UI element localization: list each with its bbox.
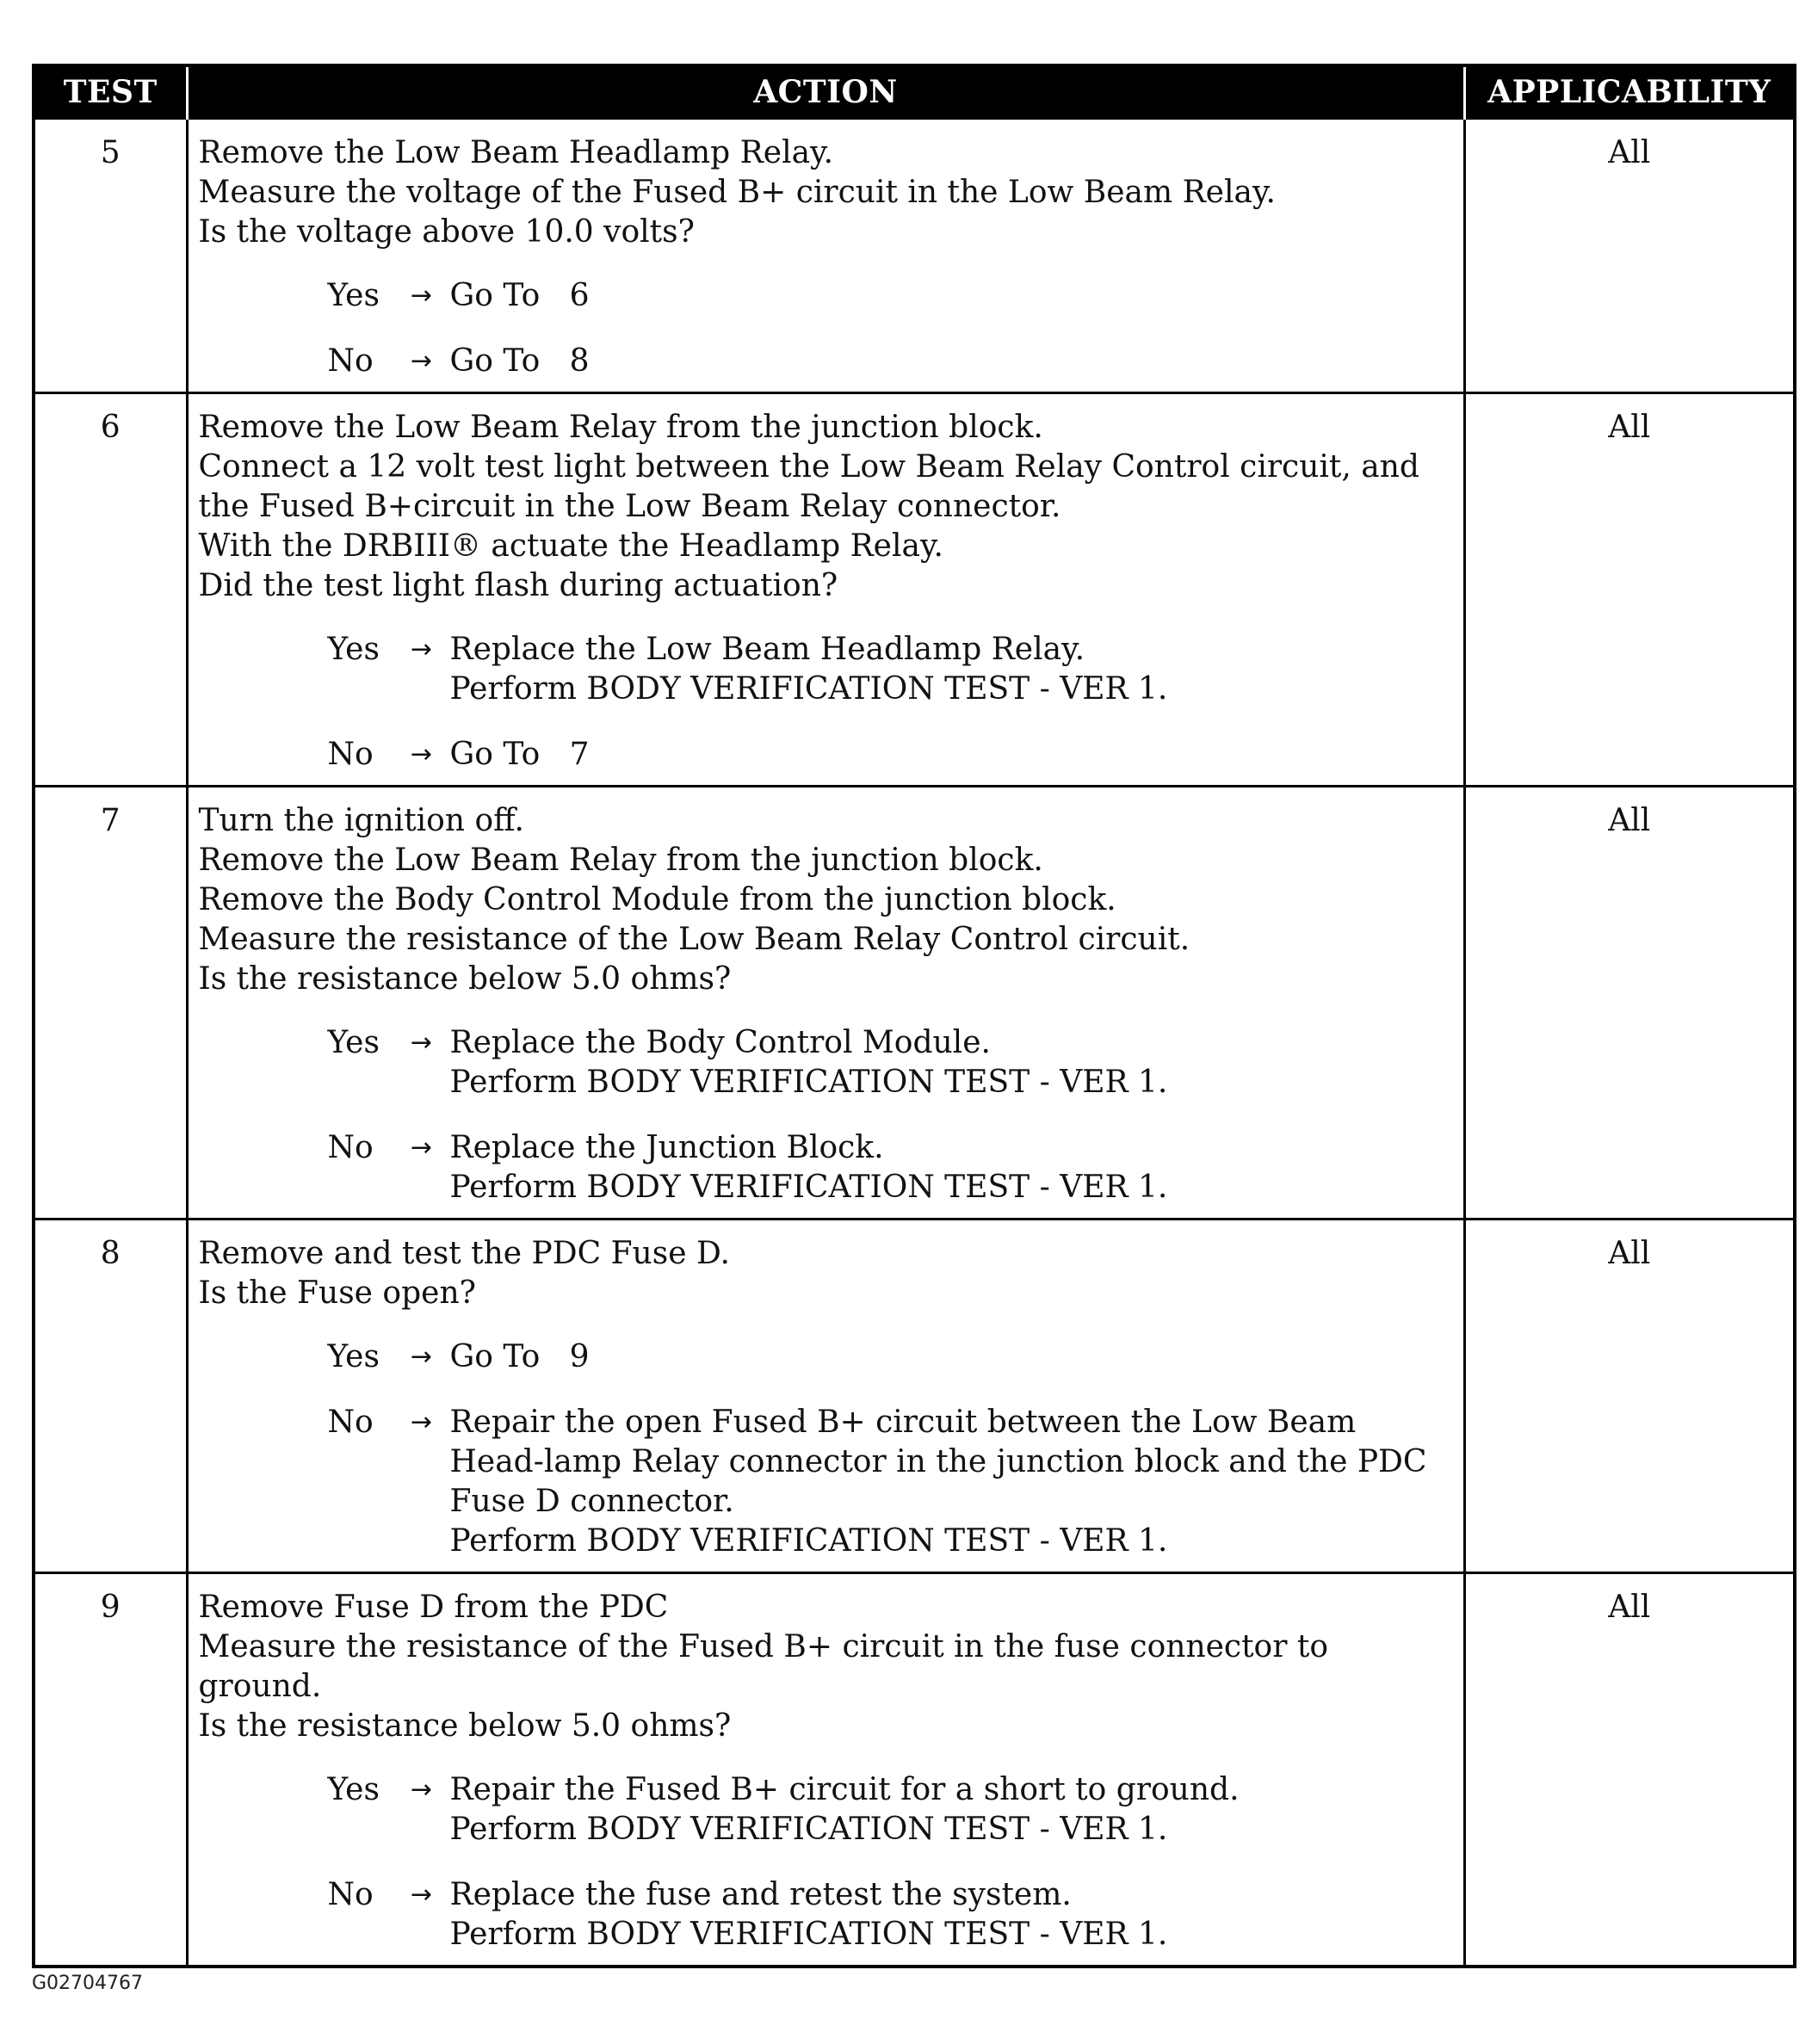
table-body <box>34 119 1795 1967</box>
result-line: Replace the Junction Block. <box>449 1130 884 1165</box>
arrow-icon: → <box>410 281 433 311</box>
answer-label: No <box>327 1130 374 1165</box>
header-test: TEST <box>34 65 187 119</box>
header-applicability: APPLICABILITY <box>1464 65 1795 119</box>
test-number: 6 <box>34 393 187 787</box>
action-step: Is the resistance below 5.0 ohms? <box>198 961 732 997</box>
answer-label: Yes <box>327 632 380 667</box>
answer-list <box>199 276 1453 381</box>
answer-result <box>450 1023 1453 1102</box>
answer-list <box>199 630 1453 775</box>
action-step: Is the voltage above 10.0 volts? <box>198 214 695 250</box>
action-step: Measure the voltage of the Fused B+ circuit in the Low Beam Relay. <box>198 175 1276 210</box>
answer-result <box>450 342 1453 381</box>
result-line: Go To 8 <box>449 343 590 379</box>
answer-branch <box>328 276 1453 316</box>
answer-branch <box>328 1875 1453 1954</box>
action-step: Remove the Low Beam Headlamp Relay. <box>198 135 834 170</box>
applicability-cell: All <box>1464 787 1795 1220</box>
arrow-icon: → <box>410 1028 433 1058</box>
table-row <box>34 393 1795 787</box>
result-line: Perform BODY VERIFICATION TEST - VER 1. <box>449 1170 1168 1205</box>
answer-label: No <box>327 343 374 379</box>
arrow-icon: → <box>410 1775 433 1805</box>
test-number: 7 <box>34 787 187 1220</box>
action-step: Did the test light flash during actuation? <box>198 568 838 603</box>
arrow-icon: → <box>410 346 433 376</box>
action-step: With the DRBIII® actuate the Headlamp Relay. <box>198 528 943 564</box>
table-header-row <box>34 65 1795 119</box>
result-line: Perform BODY VERIFICATION TEST - VER 1. <box>449 1065 1168 1100</box>
answer-result <box>450 735 1453 775</box>
arrow-icon: → <box>410 739 433 769</box>
result-line: Repair the Fused B+ circuit for a short to ground. <box>449 1772 1240 1807</box>
answer-label: No <box>327 1405 374 1440</box>
table-row <box>34 119 1795 393</box>
header-action: ACTION <box>187 65 1464 119</box>
applicability-cell: All <box>1464 1220 1795 1573</box>
applicability-cell: All <box>1464 119 1795 393</box>
result-line: Perform BODY VERIFICATION TEST - VER 1. <box>449 1523 1168 1559</box>
action-cell <box>187 393 1464 787</box>
test-number: 5 <box>34 119 187 393</box>
answer-label: Yes <box>327 1772 380 1807</box>
action-step: Remove the Low Beam Relay from the junction block. <box>198 410 1043 445</box>
answer-list <box>199 1770 1453 1954</box>
applicability-cell: All <box>1464 1573 1795 1967</box>
answer-branch <box>328 1337 1453 1377</box>
result-line: Replace the fuse and retest the system. <box>449 1877 1072 1912</box>
action-step: Remove the Low Beam Relay from the junction block. <box>198 843 1043 878</box>
arrow-icon: → <box>410 634 433 664</box>
result-line: Perform BODY VERIFICATION TEST - VER 1. <box>449 1812 1168 1847</box>
diagnostic-test-table <box>32 64 1796 1968</box>
table-row <box>34 787 1795 1220</box>
arrow-icon: → <box>410 1342 433 1372</box>
action-step: Is the resistance below 5.0 ohms? <box>198 1708 732 1744</box>
action-step: Turn the ignition off. <box>198 803 524 838</box>
action-cell <box>187 787 1464 1220</box>
answer-branch <box>328 630 1453 709</box>
answer-branch <box>328 735 1453 775</box>
action-cell <box>187 119 1464 393</box>
answer-result <box>450 1770 1453 1849</box>
result-line: Replace the Body Control Module. <box>449 1025 991 1060</box>
answer-result <box>450 1403 1453 1561</box>
test-number: 8 <box>34 1220 187 1573</box>
table-row <box>34 1220 1795 1573</box>
answer-result <box>450 1875 1453 1954</box>
result-line: Perform BODY VERIFICATION TEST - VER 1. <box>449 671 1168 707</box>
action-step: Remove the Body Control Module from the junction block. <box>198 882 1116 917</box>
answer-label: Yes <box>327 1339 380 1374</box>
test-number: 9 <box>34 1573 187 1967</box>
answer-label: Yes <box>327 1025 380 1060</box>
answer-result <box>450 630 1453 709</box>
answer-branch <box>328 1128 1453 1207</box>
result-line: Repair the open Fused B+ circuit between the Low Beam Head-lamp Relay connector in the junction block and the PDC Fuse D connector. <box>449 1405 1437 1519</box>
action-step: Measure the resistance of the Low Beam Relay Control circuit. <box>198 922 1190 957</box>
arrow-icon: → <box>410 1133 433 1163</box>
action-step: Is the Fuse open? <box>198 1275 476 1311</box>
answer-branch <box>328 1770 1453 1849</box>
answer-result <box>450 1128 1453 1207</box>
arrow-icon: → <box>410 1880 433 1910</box>
answer-branch <box>328 342 1453 381</box>
answer-label: Yes <box>327 278 380 313</box>
answer-label: No <box>327 737 374 772</box>
result-line: Replace the Low Beam Headlamp Relay. <box>449 632 1085 667</box>
action-step: Remove Fuse D from the PDC <box>198 1590 669 1625</box>
answer-list <box>199 1337 1453 1561</box>
action-cell <box>187 1220 1464 1573</box>
result-line: Go To 6 <box>449 278 590 313</box>
answer-branch <box>328 1403 1453 1561</box>
result-line: Go To 9 <box>449 1339 590 1374</box>
applicability-cell: All <box>1464 393 1795 787</box>
arrow-icon: → <box>410 1407 433 1437</box>
figure-code: G02704767 <box>32 1973 144 1994</box>
answer-list <box>199 1023 1453 1207</box>
action-step: Remove and test the PDC Fuse D. <box>198 1236 730 1271</box>
action-step: Measure the resistance of the Fused B+ circuit in the fuse connector to ground. <box>198 1629 1329 1704</box>
answer-branch <box>328 1023 1453 1102</box>
action-cell <box>187 1573 1464 1967</box>
answer-label: No <box>327 1877 374 1912</box>
answer-result <box>450 1337 1453 1377</box>
result-line: Perform BODY VERIFICATION TEST - VER 1. <box>449 1917 1168 1952</box>
table-row <box>34 1573 1795 1967</box>
result-line: Go To 7 <box>449 737 590 772</box>
answer-result <box>450 276 1453 316</box>
action-step: Connect a 12 volt test light between the Low Beam Relay Control circuit, and the Fused B+circuit in the Low Beam Relay connector. <box>198 449 1419 524</box>
